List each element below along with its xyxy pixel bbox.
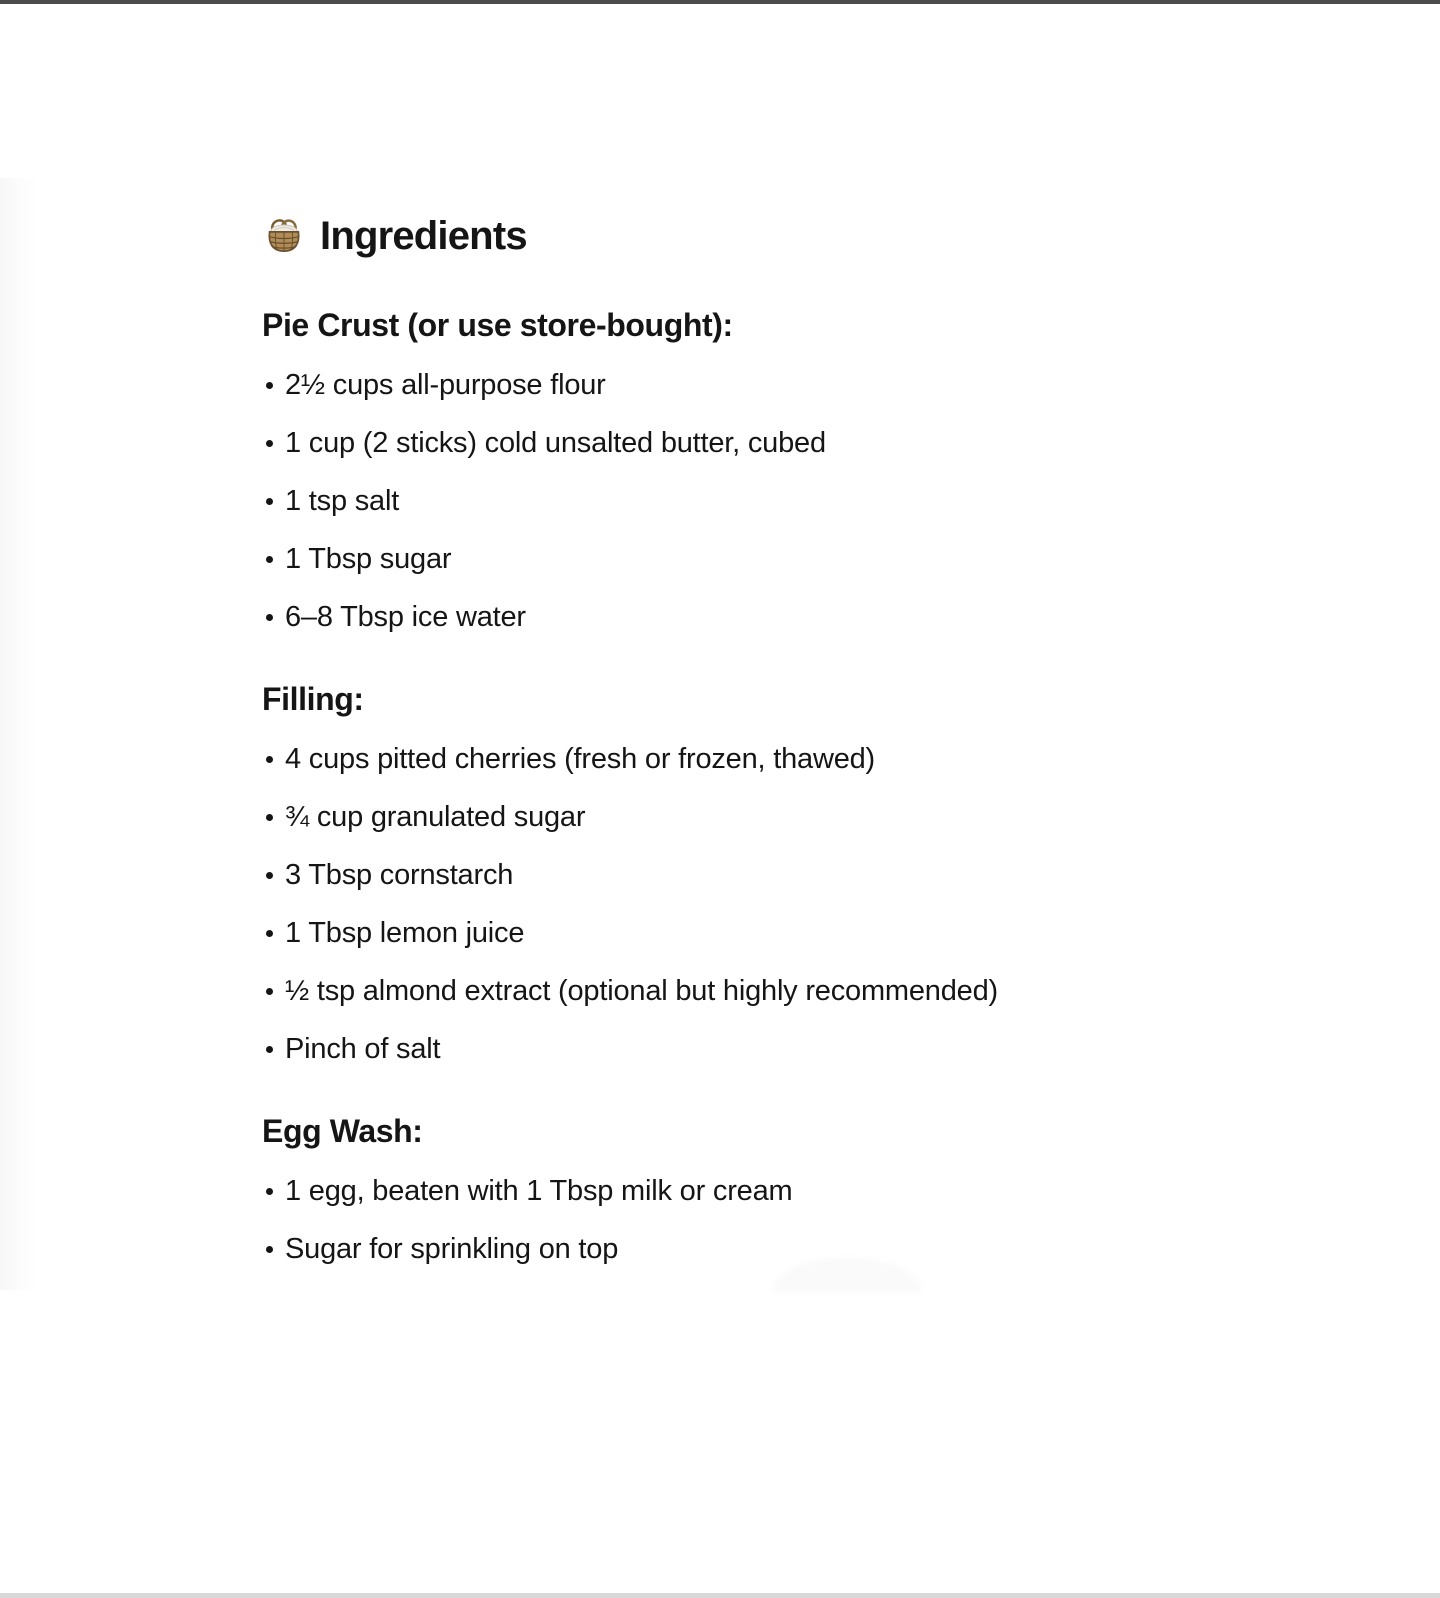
ingredient-item: ¾ cup granulated sugar <box>262 800 1282 834</box>
ingredient-item: 2½ cups all-purpose flour <box>262 368 1282 402</box>
ingredient-list <box>262 742 1282 1066</box>
ingredient-item: 1 egg, beaten with 1 Tbsp milk or cream <box>262 1174 1282 1208</box>
ingredient-item: 1 Tbsp sugar <box>262 542 1282 576</box>
basket-icon <box>262 214 306 258</box>
ingredient-section <box>262 680 1282 1066</box>
left-edge-shading <box>0 178 36 1290</box>
ingredient-item: 1 cup (2 sticks) cold unsalted butter, cubed <box>262 426 1282 460</box>
top-border-strip <box>0 0 1440 4</box>
ingredient-item: 3 Tbsp cornstarch <box>262 858 1282 892</box>
ingredient-list <box>262 1174 1282 1266</box>
ingredient-item: 1 tsp salt <box>262 484 1282 518</box>
bottom-border-strip <box>0 1593 1440 1598</box>
ingredient-item: Sugar for sprinkling on top <box>262 1232 1282 1266</box>
ingredient-section <box>262 306 1282 634</box>
ingredient-item: Pinch of salt <box>262 1032 1282 1066</box>
page-title <box>262 212 1282 260</box>
ingredient-item: 6–8 Tbsp ice water <box>262 600 1282 634</box>
page-title-text: Ingredients <box>320 214 527 258</box>
ingredient-item: 4 cups pitted cherries (fresh or frozen, thawed) <box>262 742 1282 776</box>
section-heading: Pie Crust (or use store-bought): <box>262 307 733 343</box>
ingredient-item: ½ tsp almond extract (optional but highly recommended) <box>262 974 1282 1008</box>
ingredient-list <box>262 368 1282 634</box>
ingredient-section <box>262 1112 1282 1266</box>
recipe-content <box>262 212 1282 1266</box>
ingredient-item: 1 Tbsp lemon juice <box>262 916 1282 950</box>
section-heading: Egg Wash: <box>262 1113 423 1149</box>
section-heading: Filling: <box>262 681 364 717</box>
sections <box>262 306 1282 1266</box>
